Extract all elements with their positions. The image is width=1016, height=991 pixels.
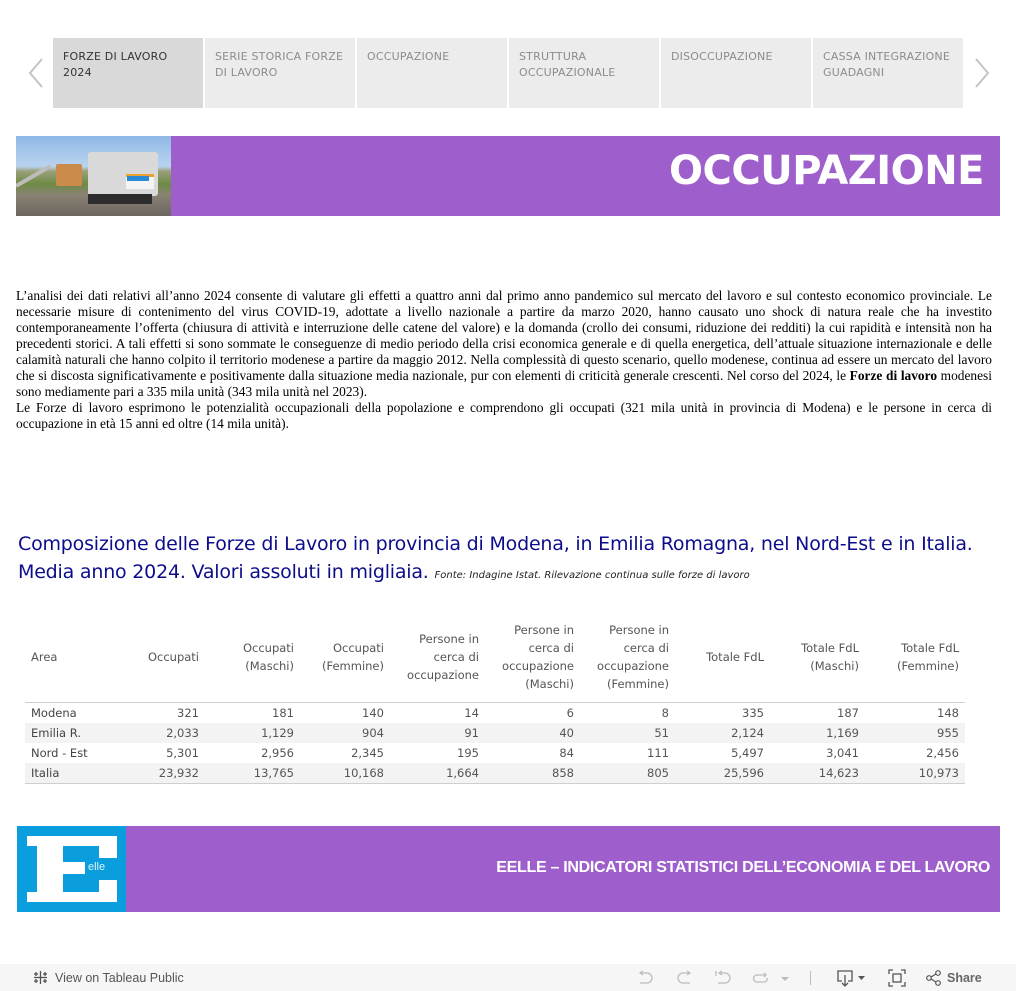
footer-title: EELLE – INDICATORI STATISTICI DELL’ECONOMIA E DEL LAVORO — [496, 859, 990, 876]
footer-banner — [17, 826, 1000, 912]
table-row-modena — [25, 702, 965, 723]
share-icon — [926, 970, 942, 986]
cell-value: 2,124 — [675, 723, 770, 743]
col-header-totale-fdl[interactable]: Totale FdL — [675, 620, 770, 702]
tableau-logo-icon — [32, 969, 49, 986]
cell-value: 51 — [580, 723, 675, 743]
previous-tab-button[interactable] — [22, 56, 52, 90]
cell-value: 14 — [464, 705, 479, 720]
cell-value: 321 — [177, 705, 199, 720]
cell-value: 2,956 — [261, 745, 294, 760]
table-title — [18, 530, 1008, 590]
road-works-photo — [16, 136, 171, 216]
refresh-icon — [752, 970, 770, 986]
redo-icon — [676, 970, 694, 986]
cell-value: 6 — [566, 705, 574, 720]
refresh-button[interactable] — [752, 969, 770, 987]
cell-value: 1,129 — [205, 723, 300, 743]
cell-value: 25,596 — [675, 763, 770, 784]
share-button[interactable] — [926, 969, 982, 987]
cell-value: 187 — [837, 705, 859, 720]
cell-value: 904 — [300, 723, 390, 743]
undo-button[interactable] — [636, 969, 654, 987]
cell-value: 805 — [580, 763, 675, 784]
col-header-persone-in-cerca-maschi[interactable]: Persone in cerca di occupazione (Maschi) — [485, 620, 580, 702]
revert-icon — [714, 970, 732, 986]
cell-value: 140 — [362, 705, 384, 720]
tab-forze-di-lavoro-2024[interactable]: FORZE DI LAVORO 2024 — [53, 38, 203, 108]
table-row-italia — [25, 763, 965, 784]
cell-value: 148 — [937, 705, 959, 720]
cell-value: 84 — [559, 745, 574, 760]
tableau-toolbar — [0, 964, 1016, 991]
col-header-occupati[interactable]: Occupati — [117, 620, 205, 702]
share-label: Share — [947, 971, 982, 985]
cell-value: 111 — [647, 745, 669, 760]
tab-serie-storica[interactable]: SERIE STORICA FORZE DI LAVORO — [205, 38, 355, 108]
download-button[interactable] — [836, 969, 866, 987]
logo-elle-text: elle — [88, 861, 106, 873]
cell-value: 10,168 — [300, 763, 390, 784]
cell-value: 955 — [865, 723, 965, 743]
refresh-dropdown[interactable] — [780, 969, 790, 987]
cell-area: Nord - Est — [31, 745, 88, 760]
col-header-totale-fdl-maschi[interactable]: Totale FdL (Maschi) — [770, 620, 865, 702]
redo-button[interactable] — [676, 969, 694, 987]
cell-value: 2,033 — [117, 723, 205, 743]
cell-value: 10,973 — [865, 763, 965, 784]
eelle-logo — [17, 826, 126, 912]
cell-value: 2,456 — [926, 745, 959, 760]
next-tab-button[interactable] — [966, 56, 996, 90]
tab-struttura-occupazionale[interactable]: STRUTTURA OCCUPAZIONALE — [509, 38, 659, 108]
cell-value: 40 — [485, 723, 580, 743]
tab-disoccupazione[interactable]: DISOCCUPAZIONE — [661, 38, 811, 108]
cell-value: 91 — [390, 723, 485, 743]
cell-value: 5,301 — [166, 745, 199, 760]
cell-value: 3,041 — [826, 745, 859, 760]
cell-value: 1,169 — [770, 723, 865, 743]
dropdown-icon — [780, 970, 790, 986]
tab-occupazione[interactable]: OCCUPAZIONE — [357, 38, 507, 108]
cell-value: 5,497 — [731, 745, 764, 760]
story-tabs — [53, 38, 963, 108]
tab-cassa-integrazione[interactable]: CASSA INTEGRAZIONE GUADAGNI — [813, 38, 963, 108]
cell-value: 14,623 — [770, 763, 865, 784]
table-title-main: Composizione delle Forze di Lavoro in provincia di Modena, in Emilia Romagna, nel Nord-Est e in Italia. Media anno 2024. Valori assoluti in migliaia. — [18, 533, 973, 583]
revert-button[interactable] — [714, 969, 732, 987]
intro-paragraph-2: Le Forze di lavoro esprimono le potenzialità occupazionali della popolazione e comprendono gli occupati (321 mila unità in provincia di Modena) e le persone in cerca di occupazione in età 15 anni ed oltre (14 mila unità). — [16, 400, 992, 431]
view-on-tableau-public-link[interactable] — [32, 969, 184, 986]
cell-value: 23,932 — [117, 763, 205, 784]
table-row-nord-est — [25, 743, 965, 763]
table-header-row — [25, 620, 965, 702]
undo-icon — [636, 970, 654, 986]
col-header-totale-fdl-femmine[interactable]: Totale FdL (Femmine) — [865, 620, 965, 702]
cell-value: 13,765 — [205, 763, 300, 784]
col-header-persone-in-cerca[interactable]: Persone in cerca di occupazione — [390, 620, 485, 702]
cell-area: Modena — [31, 705, 77, 720]
bold-forze-di-lavoro: Forze di lavoro — [849, 368, 938, 383]
chevron-right-icon — [966, 56, 996, 90]
chevron-left-icon — [22, 56, 52, 90]
intro-paragraph-1: L’analisi dei dati relativi all’anno 2024 consente di valutare gli effetti a quattro anni dal primo anno pandemico sul mercato del lavoro e sul contesto economico provinciale. Le necessarie misure di contenimento del virus COVID-19, adottate a livello nazionale a partire da marzo 2020, hanno causato uno shock di natura reale che ha investito contemporaneamente l’offerta (chiusura di attività e interruzione delle catene del valore) e la domanda (crollo dei consumi, riduzione dei redditi) la cui rapidità e intensità non ha precedenti storici. A tali effetti si sono sommate le conseguenze di medio periodo della crisi economica generale e di quella energetica, dell’attuale situazione internazionale e delle calamità naturali che hanno colpito il territorio modenese a partire da maggio 2012. Nella complessità di questo scenario, quello modenese, continua ad essere un mercato del lavoro che si discosta significativamente e positivamente dalla situazione media nazionale, pur con elementi di criticità generale crescenti. Nel corso del 2024, le Forze di lavoro modenesi sono mediamente pari a 335 mila unità (343 mila unità nel 2023). — [16, 288, 992, 399]
labour-force-table — [25, 620, 965, 784]
download-icon — [836, 969, 866, 987]
cell-value: 858 — [485, 763, 580, 784]
col-header-area[interactable]: Area — [25, 620, 117, 702]
story-navigator — [0, 38, 1016, 108]
cell-value: 195 — [457, 745, 479, 760]
table-source: Fonte: Indagine Istat. Rilevazione continua sulle forze di lavoro — [434, 570, 750, 581]
cell-value: 8 — [661, 705, 669, 720]
cell-value: 2,345 — [351, 745, 384, 760]
toolbar-divider — [810, 971, 811, 985]
page-title: OCCUPAZIONE — [669, 148, 984, 194]
col-header-persone-in-cerca-femmine[interactable]: Persone in cerca di occupazione (Femmine) — [580, 620, 675, 702]
col-header-occupati-femmine[interactable]: Occupati (Femmine) — [300, 620, 390, 702]
fullscreen-icon — [888, 969, 906, 987]
col-header-occupati-maschi[interactable]: Occupati (Maschi) — [205, 620, 300, 702]
cell-value: 1,664 — [390, 763, 485, 784]
intro-text — [16, 288, 992, 432]
fullscreen-button[interactable] — [888, 969, 906, 987]
cell-value: 181 — [272, 705, 294, 720]
table-row-emilia-romagna — [25, 723, 965, 743]
cell-area: Italia — [25, 763, 117, 784]
view-on-tableau-public-label: View on Tableau Public — [55, 970, 184, 985]
cell-area: Emilia R. — [25, 723, 117, 743]
header-banner — [16, 136, 1000, 216]
cell-value: 335 — [742, 705, 764, 720]
